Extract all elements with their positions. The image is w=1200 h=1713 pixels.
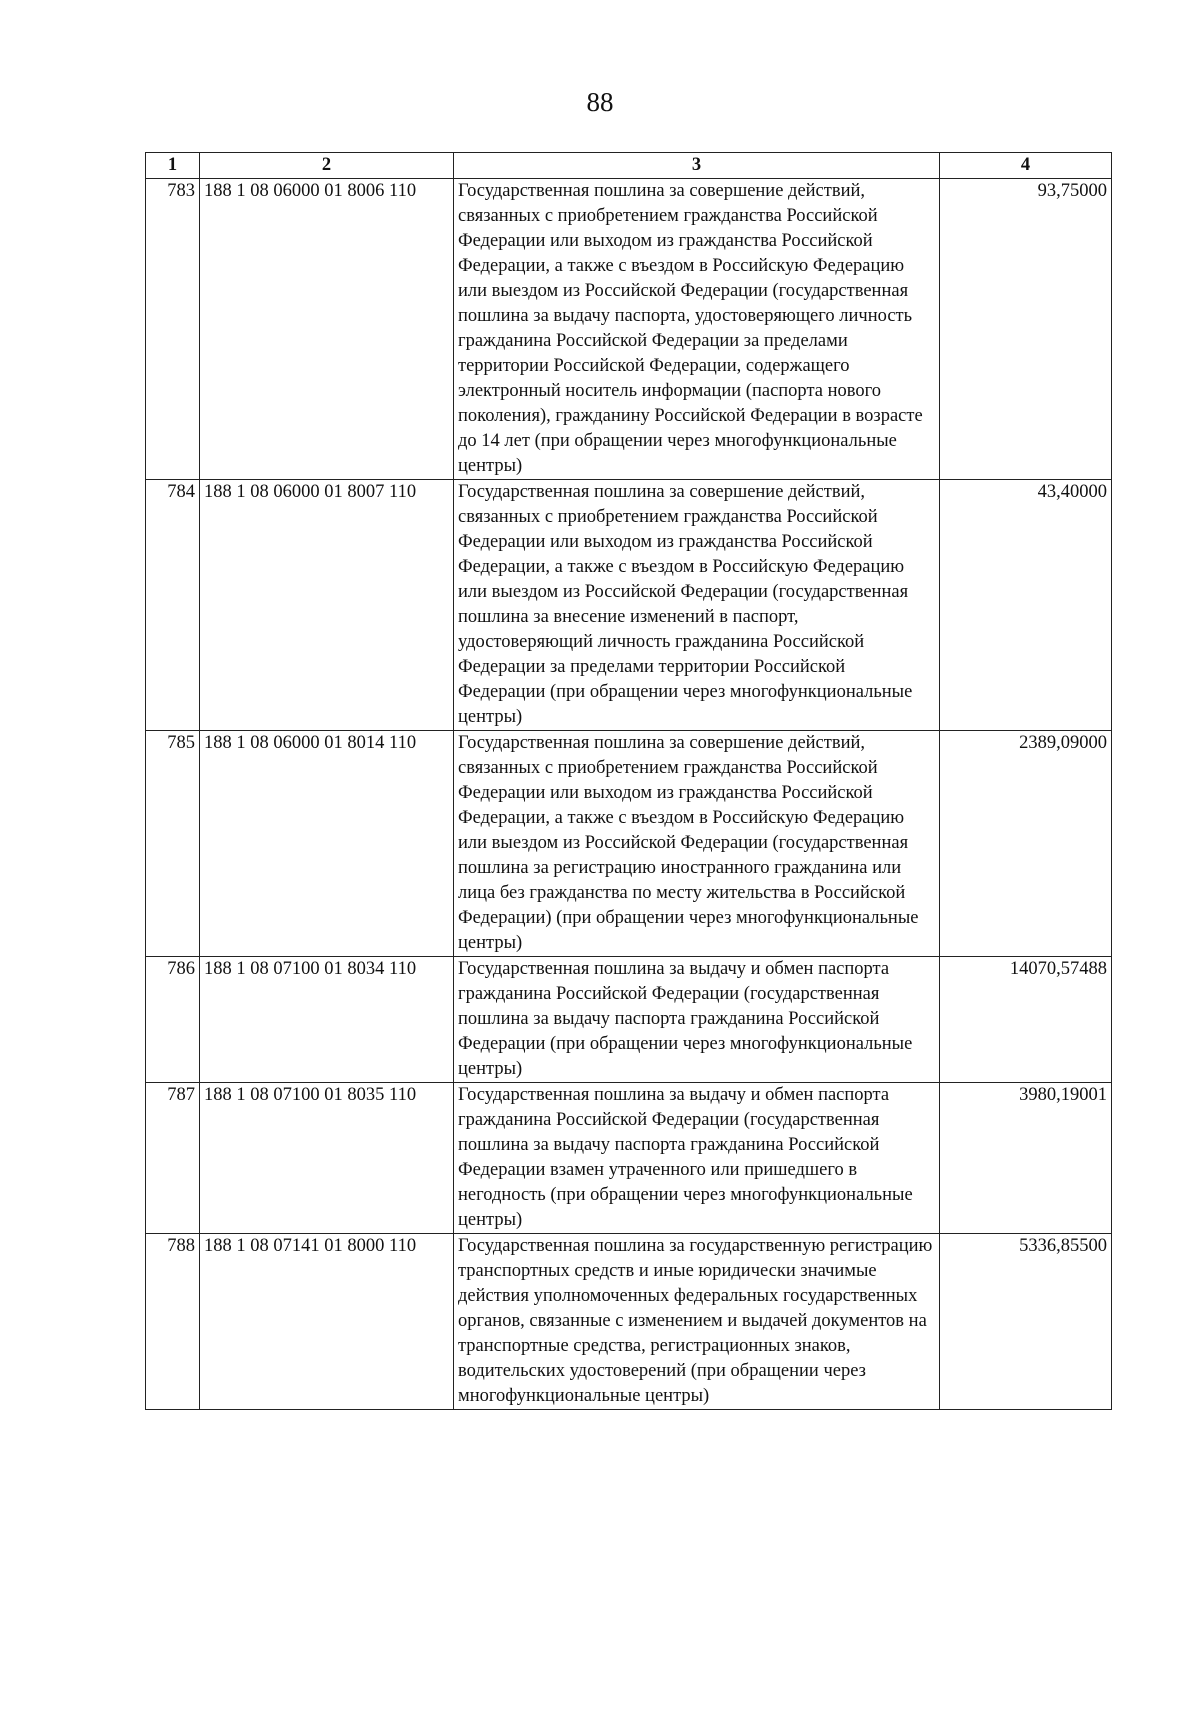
table-row bbox=[146, 179, 1112, 480]
budget-code: 188 1 08 07100 01 8035 110 bbox=[200, 1083, 454, 1234]
header-col-3: 3 bbox=[454, 153, 940, 179]
row-number: 785 bbox=[146, 731, 200, 957]
budget-code: 188 1 08 07141 01 8000 110 bbox=[200, 1234, 454, 1410]
fee-amount: 43,40000 bbox=[940, 480, 1112, 731]
row-number: 784 bbox=[146, 480, 200, 731]
fee-description: Государственная пошлина за государственную регистрацию транспортных средств и иные юридически значимые действия уполномоченных федеральных государственных органов, связанные с изменением и выдачей документов на транспортные средства, регистрационных знаков, водительских удостоверений (при обращении через многофункциональные центры) bbox=[454, 1234, 940, 1410]
fee-description: Государственная пошлина за совершение действий, связанных с приобретением гражданства Российской Федерации или выходом из гражданства Российской Федерации, а также с въездом в Российскую Федерацию или выездом из Российской Федерации (государственная пошлина за регистрацию иностранного гражданина или лица без гражданства по месту жительства в Российской Федерации) (при обращении через многофункциональные центры) bbox=[454, 731, 940, 957]
fee-amount: 93,75000 bbox=[940, 179, 1112, 480]
header-col-1: 1 bbox=[146, 153, 200, 179]
fee-description: Государственная пошлина за совершение действий, связанных с приобретением гражданства Российской Федерации или выходом из гражданства Российской Федерации, а также с въездом в Российскую Федерацию или выездом из Российской Федерации (государственная пошлина за внесение изменений в паспорт, удостоверяющий личность гражданина Российской Федерации за пределами территории Российской Федерации (при обращении через многофункциональные центры) bbox=[454, 480, 940, 731]
page-number: 88 bbox=[586, 87, 614, 117]
row-number: 788 bbox=[146, 1234, 200, 1410]
row-number: 787 bbox=[146, 1083, 200, 1234]
fee-description: Государственная пошлина за выдачу и обмен паспорта гражданина Российской Федерации (государственная пошлина за выдачу паспорта гражданина Российской Федерации взамен утраченного или пришедшего в негодность (при обращении через многофункциональные центры) bbox=[454, 1083, 940, 1234]
fee-description: Государственная пошлина за выдачу и обмен паспорта гражданина Российской Федерации (государственная пошлина за выдачу паспорта гражданина Российской Федерации (при обращении через многофункциональные центры) bbox=[454, 957, 940, 1083]
row-number: 783 bbox=[146, 179, 200, 480]
header-col-2: 2 bbox=[200, 153, 454, 179]
budget-code: 188 1 08 06000 01 8007 110 bbox=[200, 480, 454, 731]
table-row bbox=[146, 480, 1112, 731]
header-row bbox=[146, 153, 1112, 179]
table-row bbox=[146, 1083, 1112, 1234]
budget-code: 188 1 08 06000 01 8006 110 bbox=[200, 179, 454, 480]
table-row bbox=[146, 731, 1112, 957]
fee-amount: 2389,09000 bbox=[940, 731, 1112, 957]
fee-description: Государственная пошлина за совершение действий, связанных с приобретением гражданства Российской Федерации или выходом из гражданства Российской Федерации, а также с въездом в Российскую Федерацию или выездом из Российской Федерации (государственная пошлина за выдачу паспорта, удостоверяющего личность гражданина Российской Федерации за пределами территории Российской Федерации, содержащего электронный носитель информации (паспорта нового поколения), гражданину Российской Федерации в возрасте до 14 лет (при обращении через многофункциональные центры) bbox=[454, 179, 940, 480]
budget-code: 188 1 08 06000 01 8014 110 bbox=[200, 731, 454, 957]
row-number: 786 bbox=[146, 957, 200, 1083]
fee-amount: 14070,57488 bbox=[940, 957, 1112, 1083]
fee-amount: 3980,19001 bbox=[940, 1083, 1112, 1234]
header-col-4: 4 bbox=[940, 153, 1112, 179]
table-row bbox=[146, 1234, 1112, 1410]
table-row bbox=[146, 957, 1112, 1083]
budget-code: 188 1 08 07100 01 8034 110 bbox=[200, 957, 454, 1083]
fee-amount: 5336,85500 bbox=[940, 1234, 1112, 1410]
fee-table bbox=[145, 152, 1112, 1410]
